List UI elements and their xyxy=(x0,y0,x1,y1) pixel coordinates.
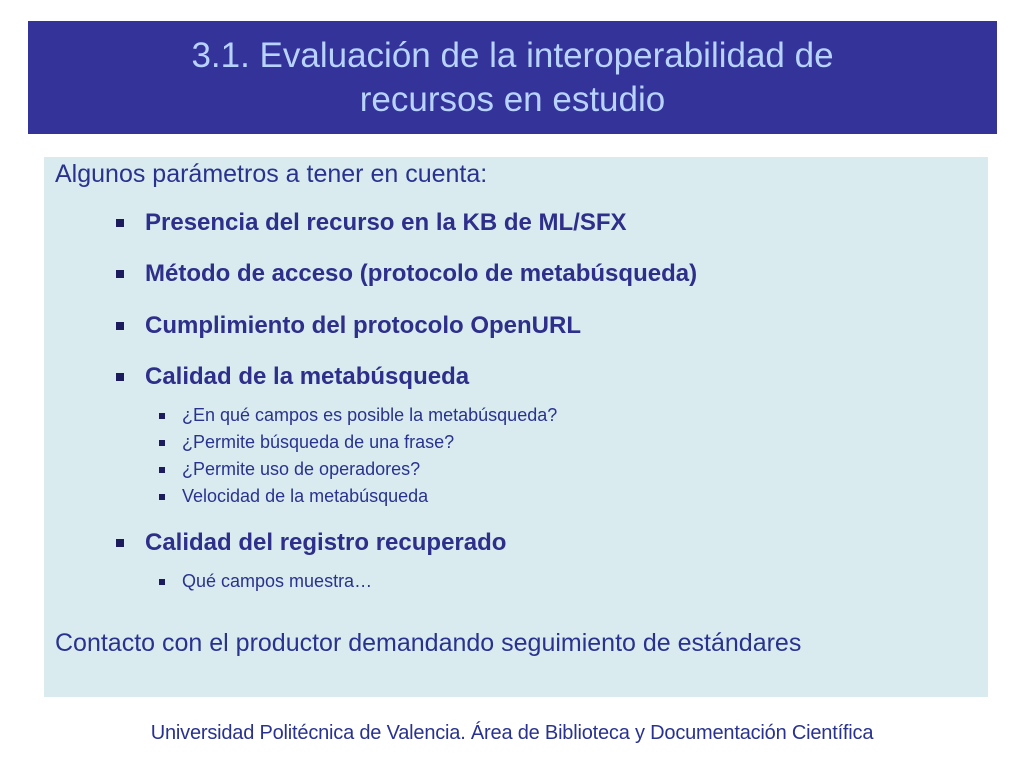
footer-text: Universidad Politécnica de Valencia. Área de Biblioteca y Documentación Científica xyxy=(150,722,874,744)
square-bullet-icon xyxy=(159,579,165,585)
square-bullet-icon xyxy=(116,219,124,227)
square-bullet-icon xyxy=(159,494,165,500)
bullet-item xyxy=(116,312,581,340)
slide-title-line-2: recursos en estudio xyxy=(359,79,666,119)
slide-title-bar xyxy=(28,21,997,134)
bullet-text: Método de acceso (protocolo de metabúsqueda) xyxy=(145,260,698,287)
sub-bullet-text: Velocidad de la metabúsqueda xyxy=(182,486,429,506)
bullet-text: Presencia del recurso en la KB de ML/SFX xyxy=(145,209,627,236)
square-bullet-icon xyxy=(159,467,165,473)
intro-text: Algunos parámetros a tener en cuenta: xyxy=(55,160,488,188)
sub-bullet-text: ¿Permite búsqueda de una frase? xyxy=(182,432,455,452)
bullet-item xyxy=(116,529,506,557)
sub-bullet-item xyxy=(159,486,428,507)
sub-bullet-item xyxy=(159,459,420,480)
sub-bullet-item xyxy=(159,571,372,592)
square-bullet-icon xyxy=(159,440,165,446)
slide-title-line-1: 3.1. Evaluación de la interoperabilidad de xyxy=(191,35,834,75)
square-bullet-icon xyxy=(116,373,124,381)
bullet-item xyxy=(116,209,627,237)
content-box xyxy=(44,157,988,697)
square-bullet-icon xyxy=(116,270,124,278)
closing-text: Contacto con el productor demandando seguimiento de estándares xyxy=(55,629,802,657)
bullet-item xyxy=(116,260,697,288)
bullet-text: Calidad del registro recuperado xyxy=(145,529,507,556)
square-bullet-icon xyxy=(116,539,124,547)
bullet-text: Cumplimiento del protocolo OpenURL xyxy=(145,312,581,339)
square-bullet-icon xyxy=(159,413,165,419)
square-bullet-icon xyxy=(116,322,124,330)
sub-bullet-text: ¿En qué campos es posible la metabúsqueda? xyxy=(182,405,558,425)
bullet-text: Calidad de la metabúsqueda xyxy=(145,363,470,390)
sub-bullet-text: Qué campos muestra… xyxy=(182,571,373,591)
bullet-item xyxy=(116,363,469,391)
sub-bullet-item xyxy=(159,432,454,453)
sub-bullet-text: ¿Permite uso de operadores? xyxy=(182,459,421,479)
sub-bullet-item xyxy=(159,405,557,426)
